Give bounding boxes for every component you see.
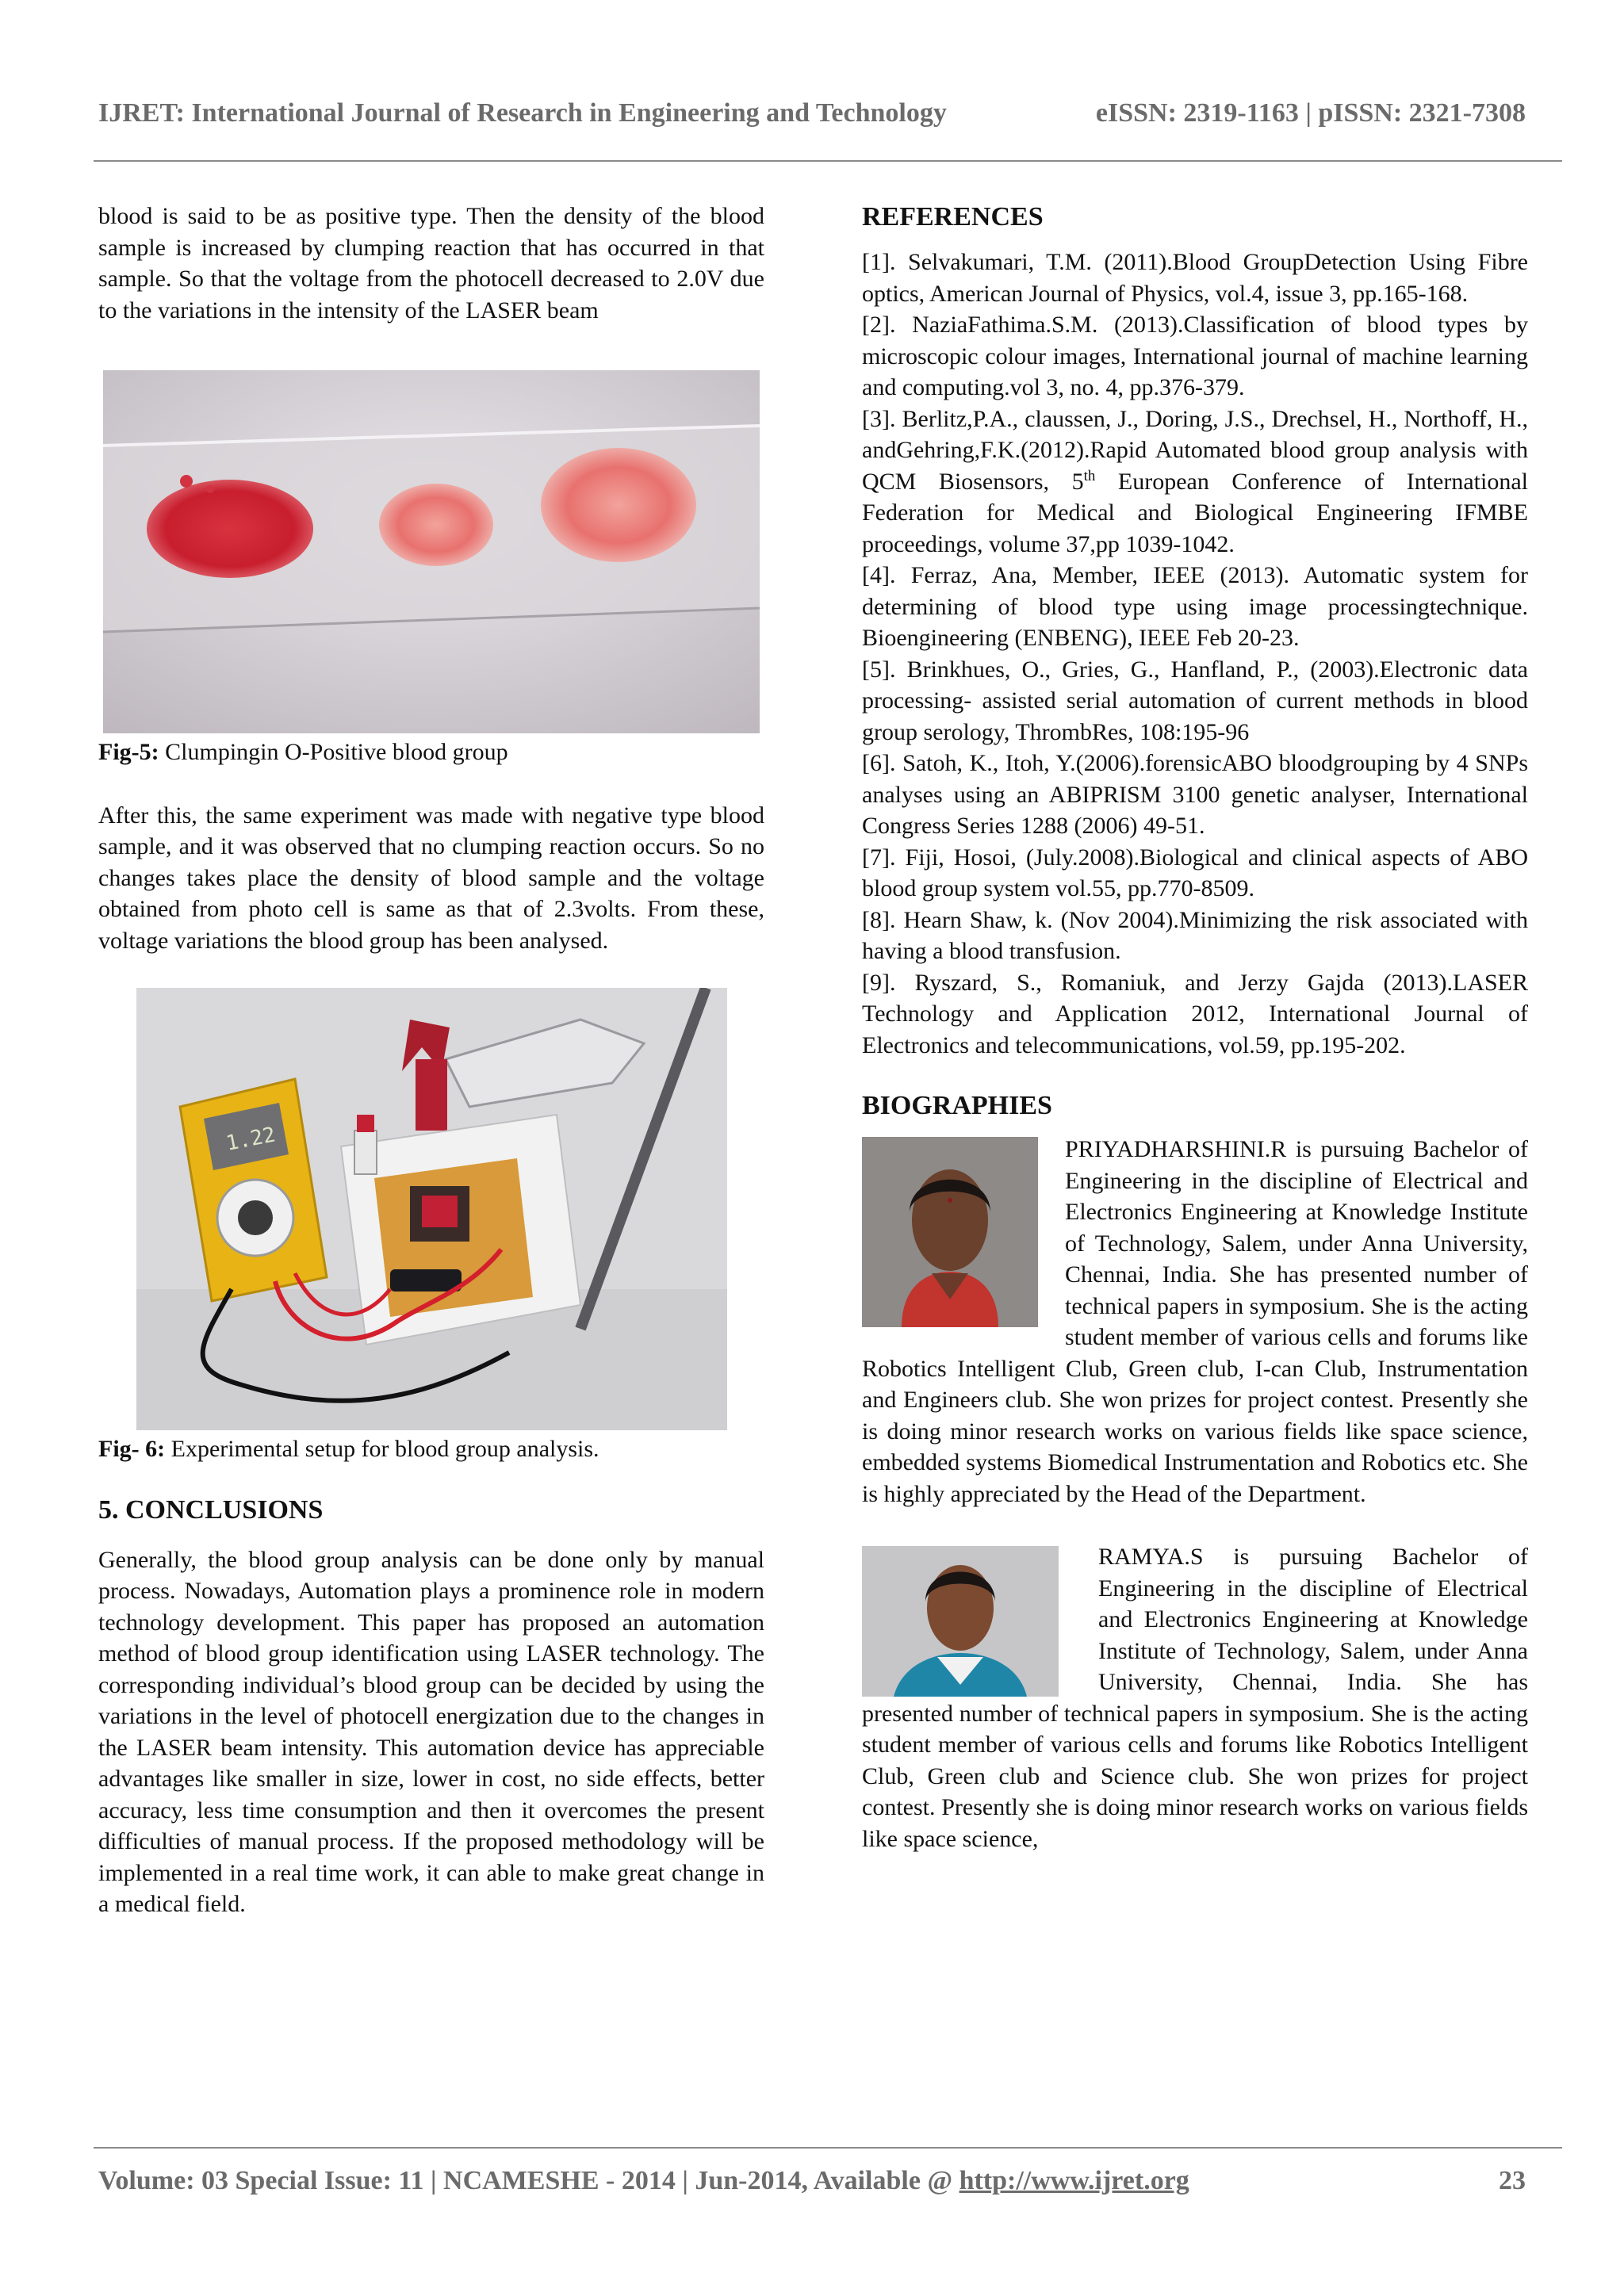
biography-1-text: PRIYADHARSHINI.R is pursuing Bachelor of Engineering in the discipline of Electrical and Electronics Engineering at Knowledge Institute of Technology, Salem, under Anna University, Chennai, India. She has presented number of technical papers in symposium. She is the acting student member of various cells and forums like Robotics Intelligent Club, Green club, I-can Club, Instrumentation and Engineers club. She won prizes for project contest. Presently she is doing minor research works on various fields like space science, embedded systems Biomedical Instrumentation and Robotics etc. She is highly appreciated by the Head of the Department.: [862, 1136, 1528, 1507]
page-number: 23: [1499, 2166, 1526, 2195]
portrait-1: [862, 1137, 1038, 1327]
figure-5-text: Clumpingin O-Positive blood group: [159, 739, 508, 765]
biographies-heading: BIOGRAPHIES: [862, 1091, 1052, 1120]
paragraph-negative: After this, the same experiment was made with negative type blood sample, and it was observed that no clumping reaction occurs. So no changes takes place the density of blood sample and the voltage obtained from photo cell is same as that of 2.3volts. From these, voltage variations the blood group has been analysed.: [98, 802, 764, 954]
reference-item-3: [3]. Berlitz,P.A., claussen, J., Doring, J.S., Drechsel, H., Northoff, H., andGehring,F.K.(2012).Rapid Automated blood group analysis with QCM Biosensors, 5th European Conference of International Federation for Medical and Biological Engineering IFMBE proceedings, volume 37,pp 1039-1042.: [862, 405, 1528, 557]
journal-website-link[interactable]: http://www.ijret.org: [959, 2166, 1189, 2195]
figure-6-label: Fig- 6:: [98, 1436, 166, 1462]
figure-6-image: [136, 988, 727, 1430]
footer-info: Volume: 03 Special Issue: 11 | NCAMESHE - 2014 | Jun-2014, Available @ http://www.ijret.org: [98, 2166, 1189, 2195]
reference-item: [7]. Fiji, Hosoi, (July.2008).Biological and clinical aspects of ABO blood group system vol.55, pp.770-8509.: [862, 844, 1528, 901]
figure-6-caption: [98, 1433, 764, 1465]
header-rule: [94, 160, 1562, 162]
multimeter-reading: 1.22: [224, 1123, 278, 1156]
page-footer: [98, 2166, 1526, 2206]
right-column: [862, 201, 1528, 1854]
references-list: [862, 247, 1528, 1061]
left-column: [98, 201, 764, 1920]
reference-item: [8]. Hearn Shaw, k. (Nov 2004).Minimizing the risk associated with having a blood transfusion.: [862, 906, 1528, 964]
biography-2-text: RAMYA.S is pursuing Bachelor of Engineering in the discipline of Electrical and Electronics Engineering at Knowledge Institute of Technology, Salem, under Anna University, Chennai, India. She has presented number of technical papers in symposium. She is the acting student member of various cells and forums like Robotics Intelligent Club, Green club and Science club. She won prizes for project contest. Presently she is doing minor research works on various fields like space science,: [862, 1544, 1528, 1852]
reference-item: [2]. NaziaFathima.S.M. (2013).Classification of blood types by microscopic colour images, International journal of machine learning and computing.vol 3, no. 4, pp.376-379.: [862, 312, 1528, 400]
figure-5-image: [103, 370, 760, 733]
figure-5-caption: [98, 737, 764, 768]
portrait-2: [862, 1546, 1059, 1697]
experimental-setup-photo: [136, 988, 727, 1430]
journal-title: IJRET: International Journal of Research in Engineering and Technology: [98, 98, 947, 128]
reference-item: [5]. Brinkhues, O., Gries, G., Hanfland, P., (2003).Electronic data processing- assisted serial automation of current methods in blood group serology, ThrombRes, 108:195-96: [862, 656, 1528, 745]
reference-item: [6]. Satoh, K., Itoh, Y.(2006).forensicABO bloodgrouping by 4 SNPs analyses using an ABIPRISM 3100 genetic analyser, International Congress Series 1288 (2006) 49-51.: [862, 750, 1528, 839]
reference-item: [4]. Ferraz, Ana, Member, IEEE (2013). Automatic system for determining of blood type using image processingtechnique. Bioengineering (ENBENG), IEEE Feb 20-23.: [862, 562, 1528, 651]
biography-1: [862, 1134, 1528, 1510]
conclusions-paragraph: Generally, the blood group analysis can be done only by manual process. Nowadays, Automation plays a prominence role in modern technology development. This paper has proposed an automation method of blood group identification using LASER technology. The corresponding individual’s blood group can be decided by using the variations in the level of photocell energization due to the changes in the LASER beam intensity. This automation device has appreciable advantages like smaller in size, lower in cost, no side effects, better accuracy, less time consumption and then it overcomes the present difficulties of manual process. If the proposed methodology will be implemented in a real time work, it can able to make great change in a medical field.: [98, 1546, 764, 1917]
reference-item: [9]. Ryszard, S., Romaniuk, and Jerzy Gajda (2013).LASER Technology and Application 2012, International Journal of Electronics and telecommunications, vol.59, pp.195-202.: [862, 969, 1528, 1058]
author-photo-2: [862, 1546, 1059, 1697]
conclusions-heading: 5. CONCLUSIONS: [98, 1494, 324, 1525]
footer-rule: [94, 2147, 1562, 2149]
blood-slide-photo: [103, 370, 760, 733]
biography-2: [862, 1541, 1528, 1854]
figure-6-text: Experimental setup for blood group analysis.: [165, 1436, 599, 1462]
page-header: [98, 94, 1526, 141]
reference-item: [1]. Selvakumari, T.M. (2011).Blood GroupDetection Using Fibre optics, American Journal of Physics, vol.4, issue 3, pp.165-168.: [862, 249, 1528, 307]
author-photo-1: [862, 1137, 1038, 1327]
figure-5-label: Fig-5:: [98, 739, 159, 765]
references-heading: REFERENCES: [862, 202, 1044, 232]
issn-info: eISSN: 2319-1163 | pISSN: 2321-7308: [1095, 98, 1526, 128]
paragraph-intro: blood is said to be as positive type. Then the density of the blood sample is increased by clumping reaction that has occurred in that sample. So that the voltage from the photocell decreased to 2.0V due to the variations in the intensity of the LASER beam: [98, 203, 764, 323]
